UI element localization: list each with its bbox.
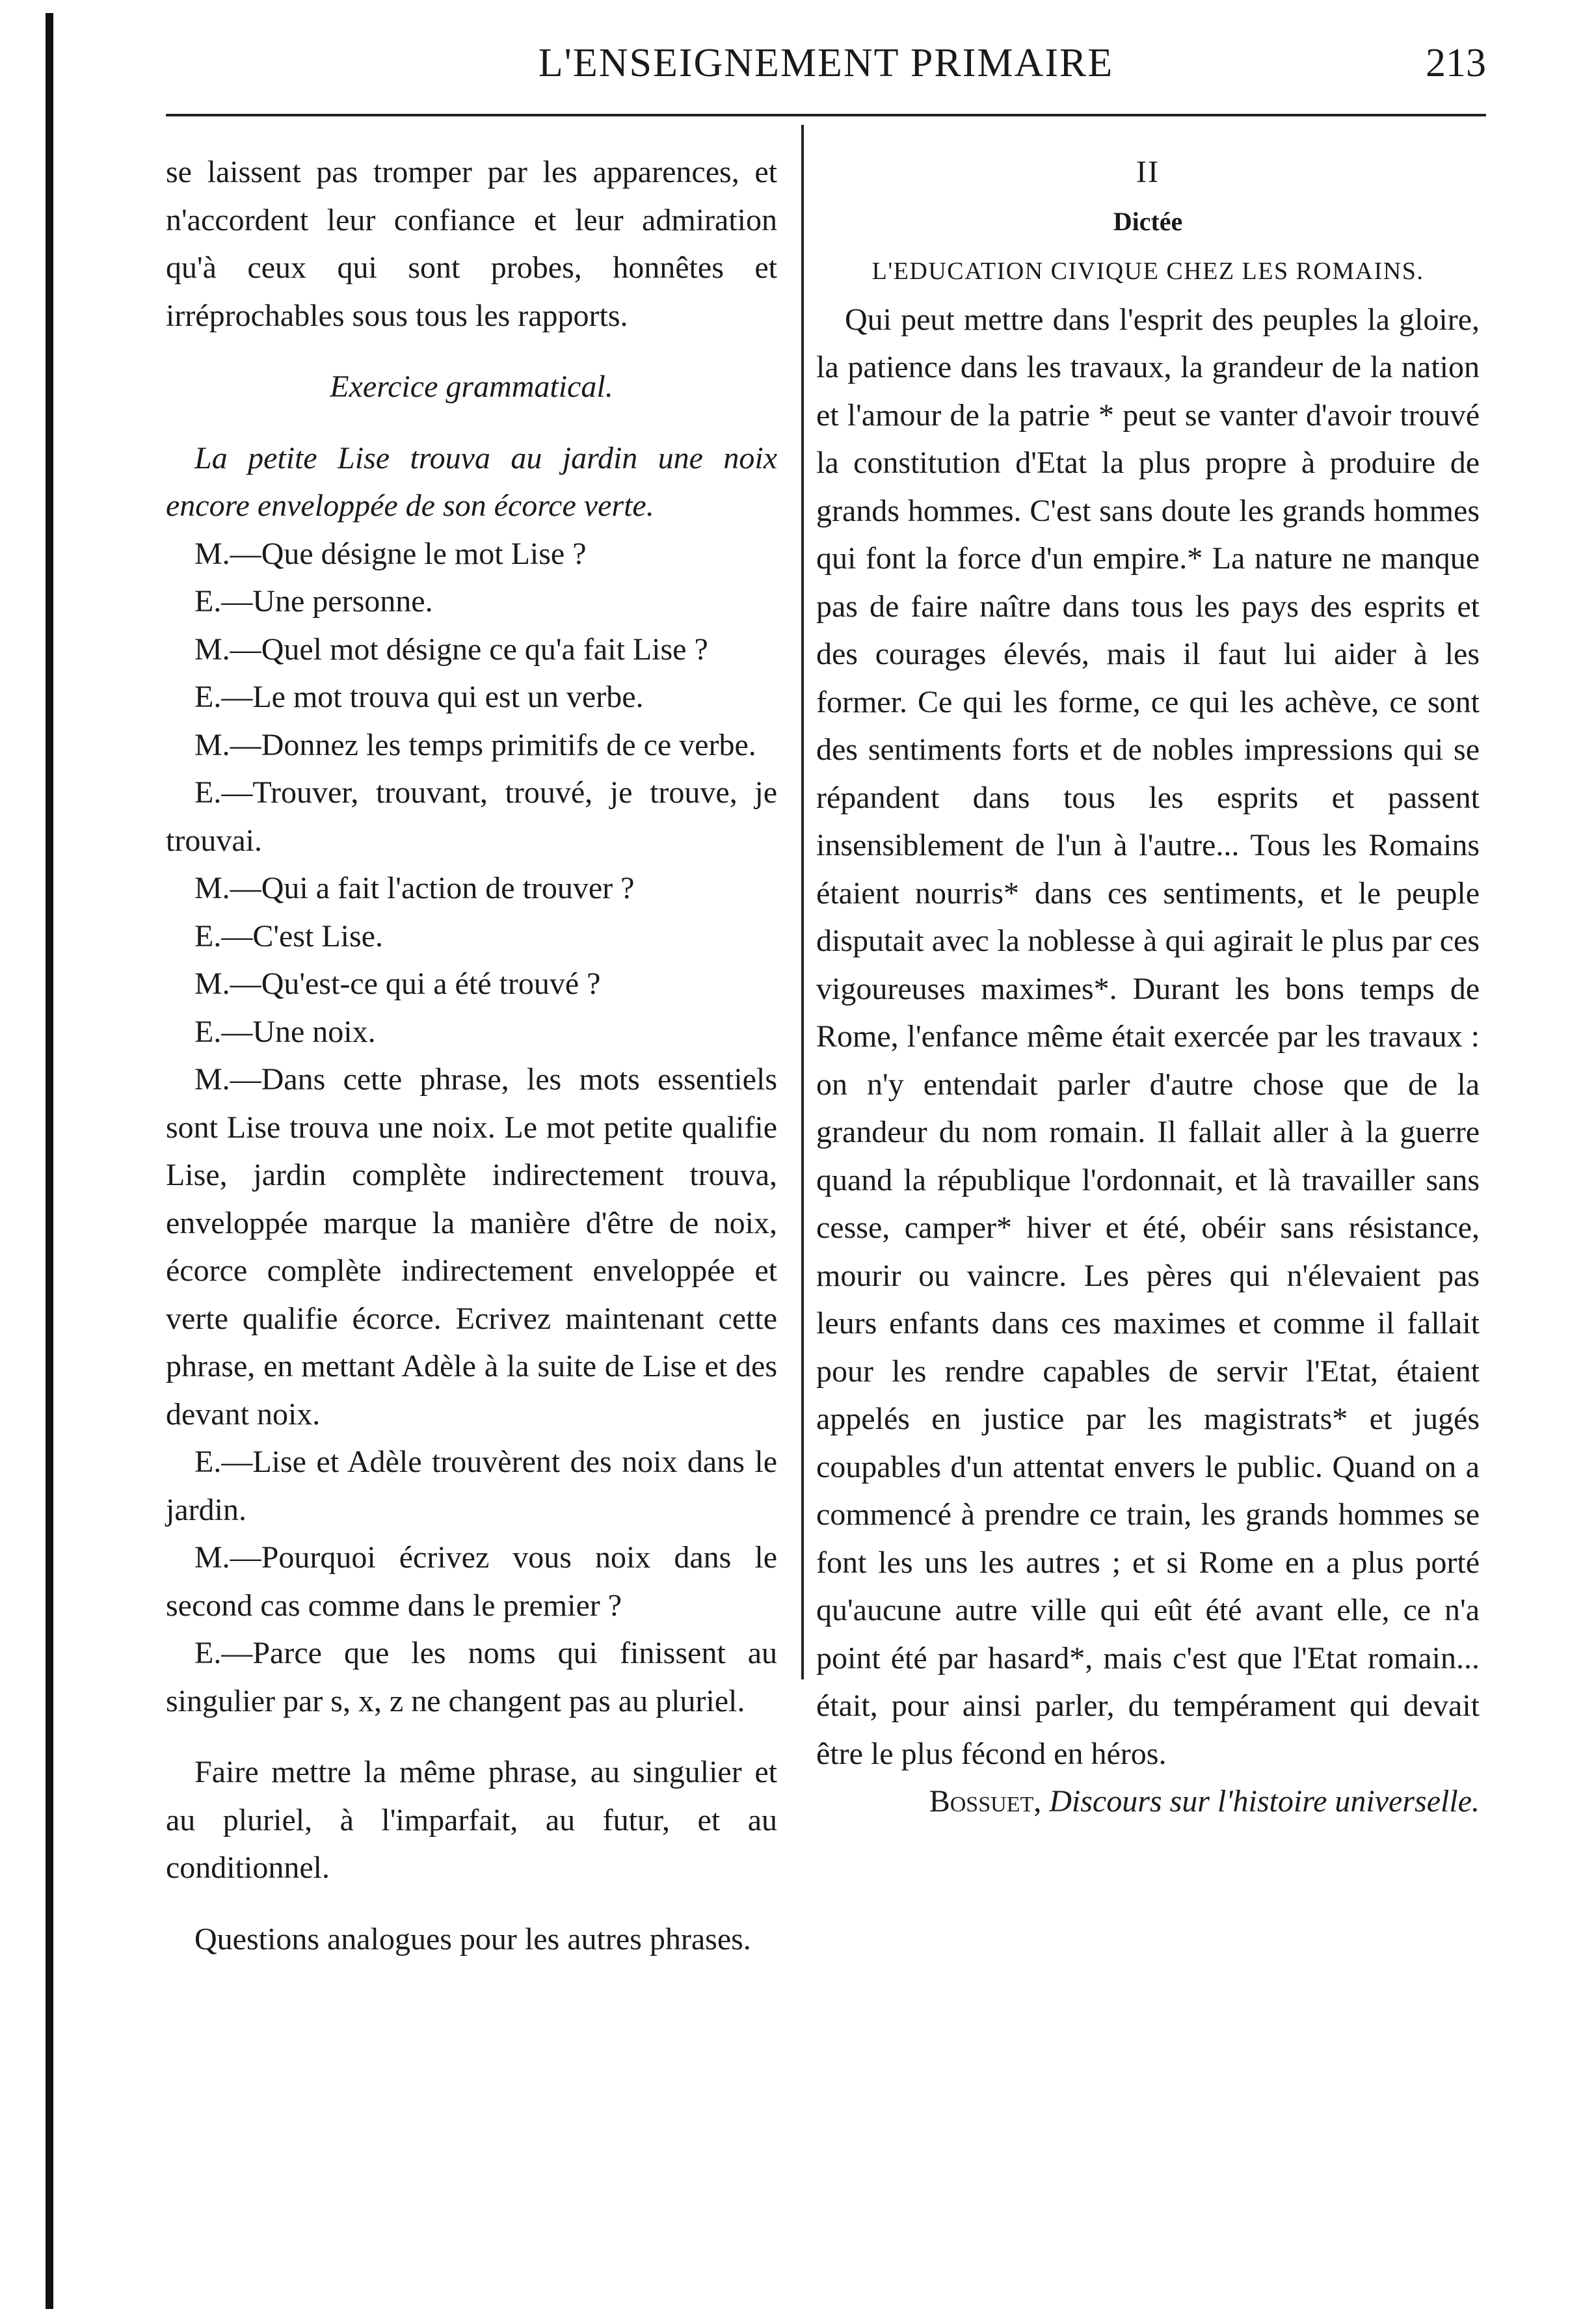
signature-author: Bossuet,	[929, 1784, 1042, 1819]
dialogue-speaker: M.—	[194, 727, 261, 762]
dialogue-line	[166, 1534, 777, 1629]
dialogue-speaker: E.—	[194, 918, 253, 954]
dictee-text: Qui peut mettre dans l'esprit des peuples la gloire, la patience dans les travaux, la grandeur de la nation et l'amour de la patrie * peut se vanter d'avoir trouvé la constitution d'Etat la plus propre à produire de grands hommes. C'est sans doute les grands hommes qui font la force d'un empire.* La nature ne manque pas de faire naître dans tous les pays des esprits et des courages élevés, mais il faut lui aider à les former. Ce qui les forme, ce qui les achève, ce sont des sentiments forts et de nobles impressions qui se répandent dans tous les esprits et passent insensiblement de l'un à l'autre... Tous les Romains étaient nourris* dans ces sentiments, et le peuple disputait avec la noblesse à qui agirait le plus par ces vigoureuses maximes*. Durant les bons temps de Rome, l'enfance même était exercée par les travaux : on n'y entendait parler d'autre chose que de la grandeur du nom romain. Il fallait aller à la guerre quand la république l'ordonnait, et là travailler sans cesse, camper* hiver et été, obéir sans résistance, mourir ou vaincre. Les pères qui n'élevaient pas leurs enfants dans ces maximes et comme il fallait pour les rendre capables de servir l'Etat, étaient appelés en justice par les magistrats* et jugés coupables d'un attentat envers le public. Quand on a commencé à prendre ce train, les grands hommes se font les uns les autres ; et si Rome en a plus porté qu'aucune autre ville qui eût été avant elle, ce n'a point été par hasard*, mais c'est que l'Etat romain... était, pour ainsi parler, du tempérament qui devait être le plus fécond en héros.	[816, 302, 1480, 1771]
running-title: L'ENSEIGNEMENT PRIMAIRE	[538, 41, 1114, 85]
dialogue-speaker: E.—	[194, 584, 253, 619]
page-binding-edge	[46, 13, 53, 2309]
dialogue-text: Une noix.	[252, 1014, 376, 1049]
lesson-title: L'EDUCATION CIVIQUE CHEZ LES ROMAINS.	[871, 258, 1424, 285]
dialogue-line	[166, 913, 777, 961]
dialogue-line	[166, 1008, 777, 1056]
dialogue-text: Trouver, trouvant, trouvé, je trouve, je trouvai.	[166, 775, 777, 858]
dialogue-line	[166, 578, 777, 626]
dialogue-line	[166, 960, 777, 1008]
signature	[816, 1778, 1480, 1826]
dialogue-text: Une personne.	[252, 584, 433, 619]
left-column	[166, 148, 777, 1963]
dialogue-line	[166, 626, 777, 674]
signature-source: Discours sur l'histoire universelle.	[1049, 1784, 1480, 1819]
dialogue-speaker: E.—	[194, 1445, 253, 1479]
dialogue-line	[166, 721, 777, 769]
dialogue-line	[166, 1056, 777, 1438]
section-number: II	[1136, 155, 1160, 189]
dialogue-speaker: M.—	[194, 536, 261, 571]
dialogue-text: Dans cette phrase, les mots essentiels sont Lise trouva une noix. Le mot petite qualifie Lise, jardin complète indirectement trouva, enveloppée marque la manière d'être de noix, écorce complète indirectement enveloppée et verte qualifie écorce. Ecrivez maintenant cette phrase, en mettant Adèle à la suite de Lise et des devant noix.	[166, 1062, 777, 1432]
dialogue-text: Quel mot désigne ce qu'a fait Lise ?	[261, 632, 708, 667]
dialogue	[166, 530, 777, 1726]
dialogue-speaker: M.—	[194, 1540, 261, 1575]
dialogue-text: Le mot trouva qui est un verbe.	[252, 680, 644, 714]
dialogue-text: Parce que les noms qui finissent au singulier par s, x, z ne changent pas au pluriel.	[166, 1636, 777, 1718]
dialogue-speaker: E.—	[194, 775, 253, 810]
closing-paragraph: Questions analogues pour les autres phrases.	[194, 1921, 751, 1956]
dialogue-text: C'est Lise.	[252, 918, 383, 954]
dialogue-text: Lise et Adèle trouvèrent des noix dans le jardin.	[166, 1445, 777, 1527]
dialogue-text: Qu'est-ce qui a été trouvé ?	[261, 967, 601, 1001]
dialogue-speaker: M.—	[194, 1062, 261, 1097]
page-header	[166, 34, 1486, 99]
dialogue-speaker: E.—	[194, 1636, 253, 1670]
dialogue-text: Pourquoi écrivez vous noix dans le second cas comme dans le premier ?	[166, 1540, 777, 1623]
dialogue-line	[166, 1629, 777, 1725]
dialogue-text: Que désigne le mot Lise ?	[261, 536, 587, 571]
continuation-paragraph: se laissent pas tromper par les apparences, et n'accordent leur confiance et leur admiration qu'à ceux qui sont probes, honnêtes et irréprochables sous tous les rapports.	[166, 155, 777, 333]
right-column	[816, 148, 1480, 1826]
dictee-label: Dictée	[1113, 206, 1183, 236]
dialogue-text: Donnez les temps primitifs de ce verbe.	[261, 727, 756, 762]
dialogue-speaker: M.—	[194, 871, 261, 905]
dialogue-line	[166, 769, 777, 864]
dialogue-speaker: E.—	[194, 1014, 253, 1049]
dialogue-text: Qui a fait l'action de trouver ?	[261, 871, 635, 905]
dialogue-speaker: M.—	[194, 632, 261, 667]
example-sentence: La petite Lise trouva au jardin une noix encore enveloppée de son écorce verte.	[166, 440, 777, 523]
header-rule	[166, 114, 1486, 116]
instruction-paragraph: Faire mettre la même phrase, au singulier et au pluriel, à l'imparfait, au futur, et au conditionnel.	[166, 1755, 777, 1885]
dialogue-line	[166, 530, 777, 578]
dialogue-speaker: E.—	[194, 680, 253, 714]
column-divider	[801, 125, 804, 1679]
dialogue-line	[166, 1438, 777, 1534]
page-number: 213	[1426, 41, 1486, 85]
exercise-title: Exercice grammatical.	[330, 369, 613, 404]
dialogue-line	[166, 673, 777, 721]
dialogue-speaker: M.—	[194, 967, 261, 1001]
dialogue-line	[166, 864, 777, 913]
